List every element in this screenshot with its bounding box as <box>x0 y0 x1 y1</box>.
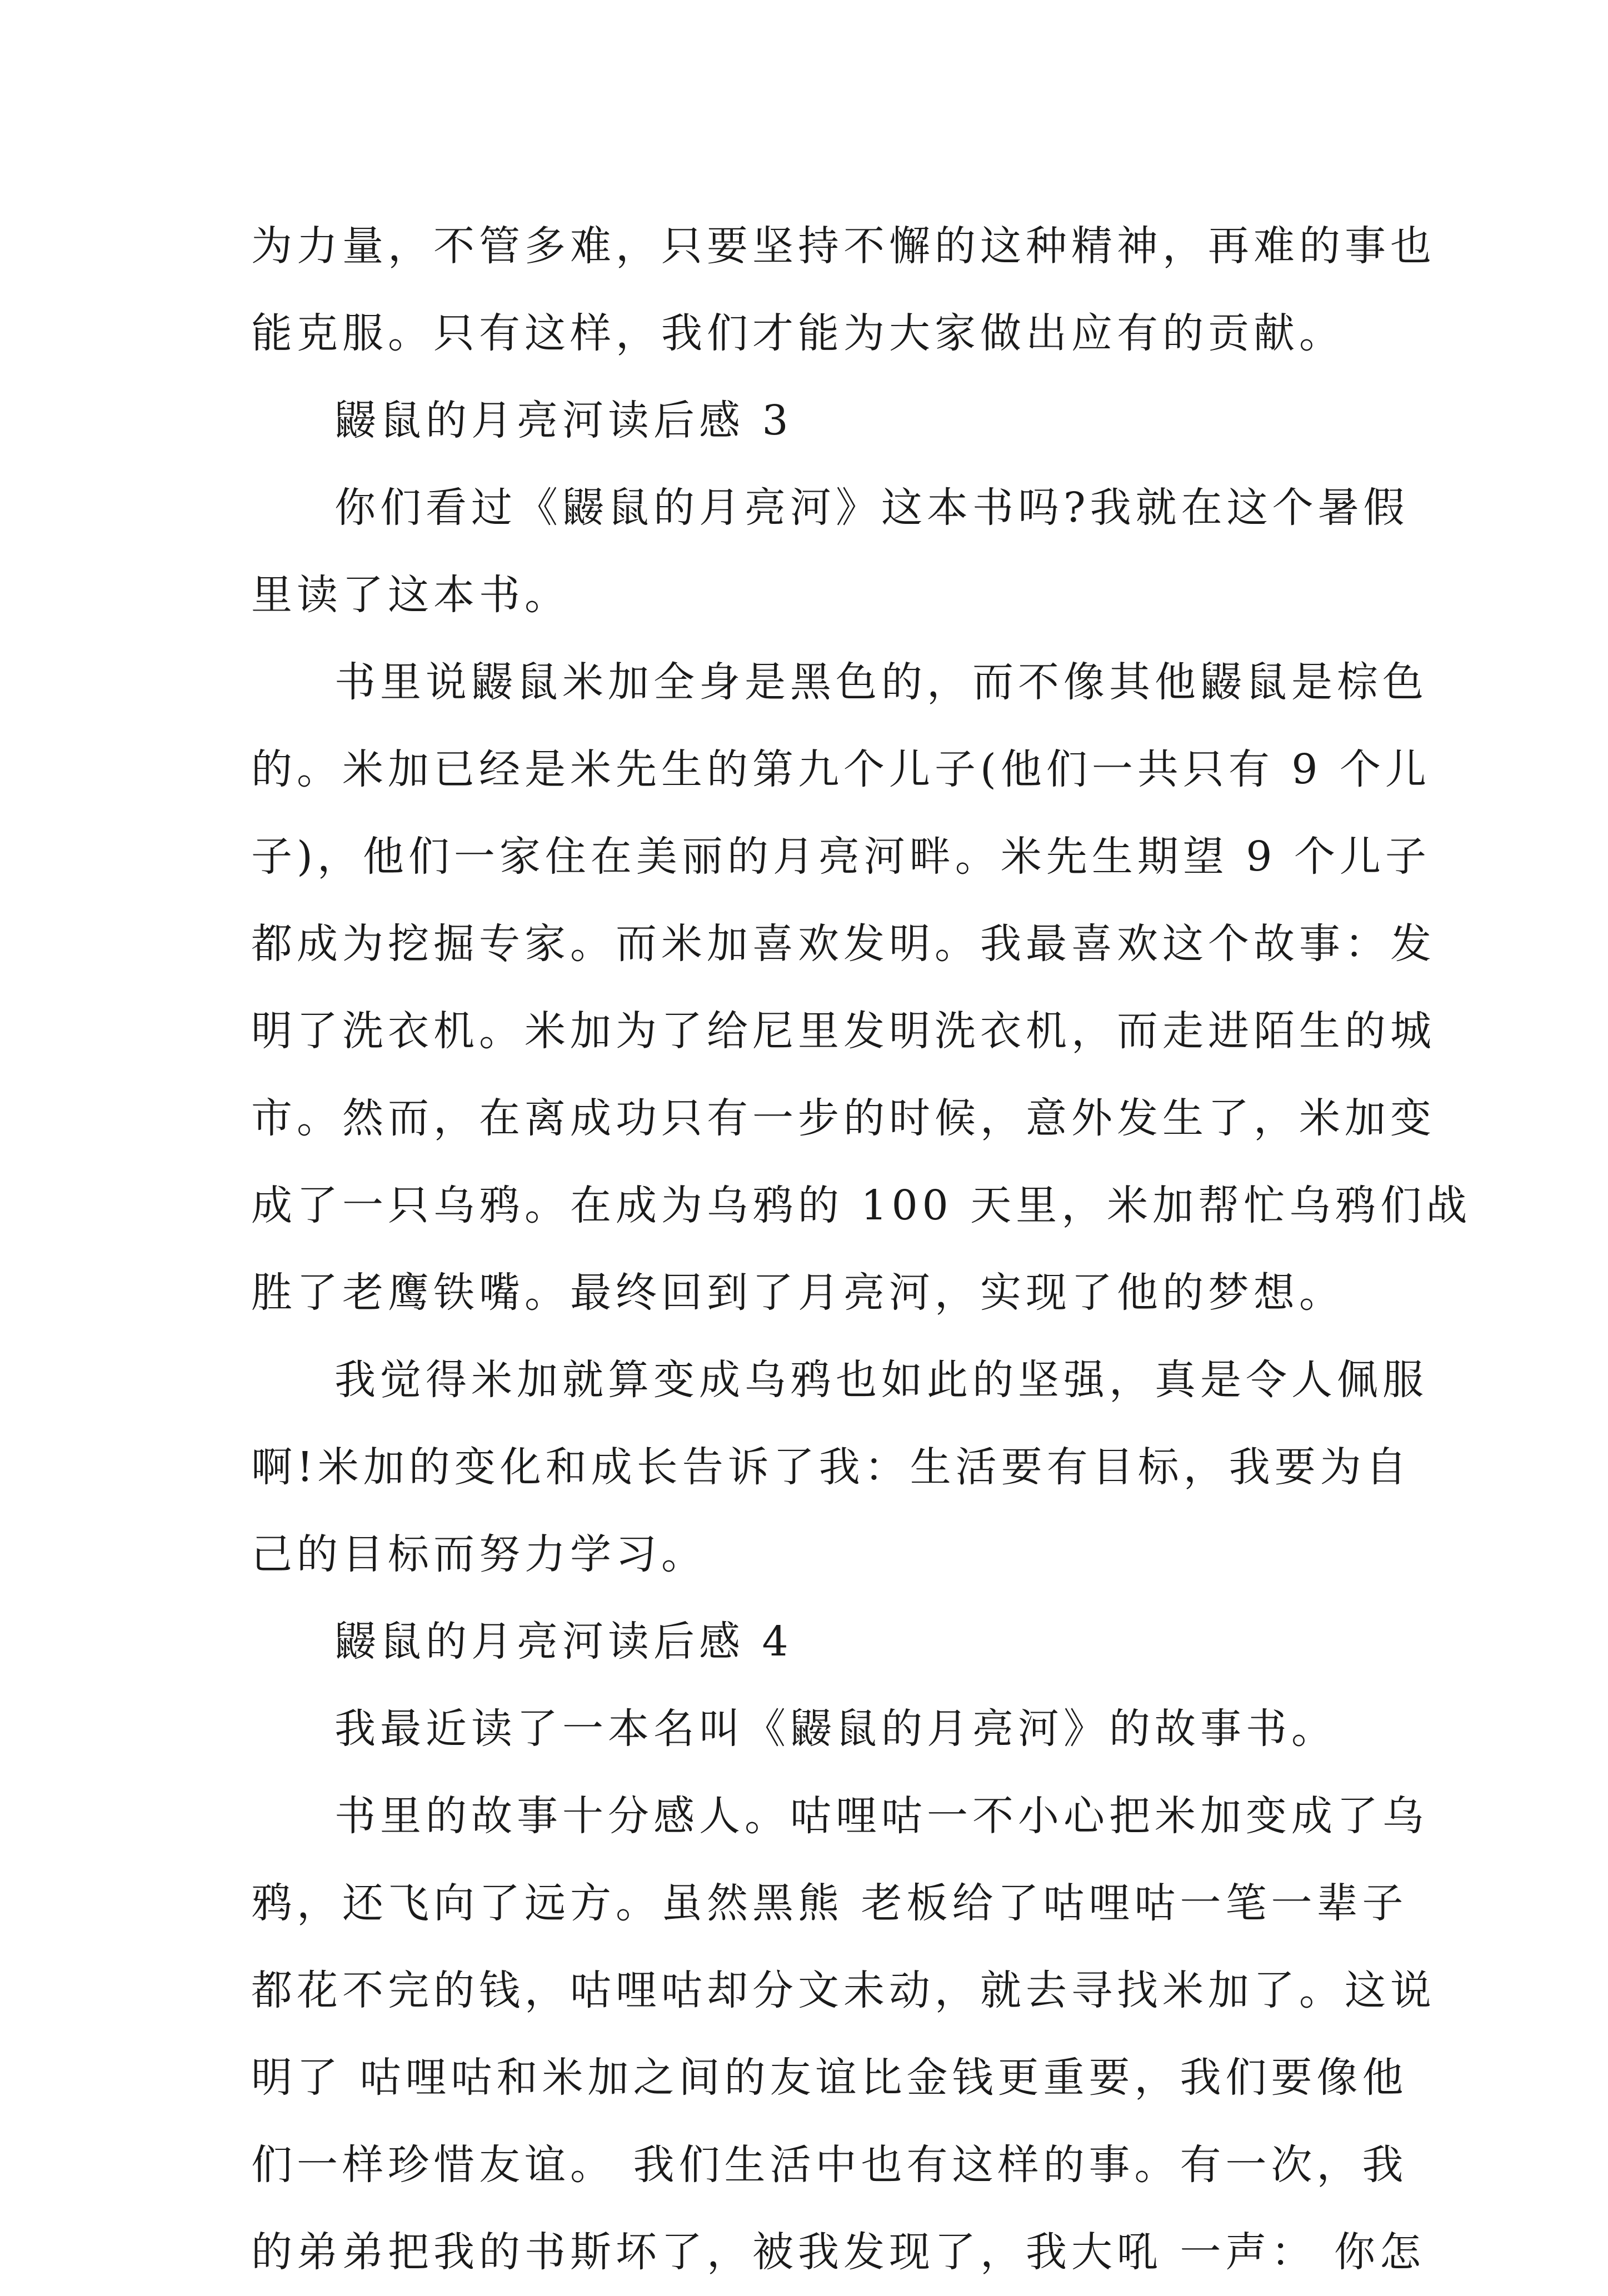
text-line: 书里的故事十分感人。咕哩咕一不小心把米加变成了乌 <box>334 1792 1428 1840</box>
text-line: 我觉得米加就算变成乌鸦也如此的坚强，真是令人佩服 <box>334 1356 1428 1404</box>
text-line: 胜了老鹰铁嘴。最终回到了月亮河，实现了他的梦想。 <box>251 1269 1345 1317</box>
section-heading: 鼹鼠的月亮河读后感 4 <box>334 1618 793 1665</box>
section-heading: 鼹鼠的月亮河读后感 3 <box>334 397 793 444</box>
text-line: 书里说鼹鼠米加全身是黑色的，而不像其他鼹鼠是棕色 <box>334 658 1428 706</box>
text-line: 都成为挖掘专家。而米加喜欢发明。我最喜欢这个故事：发 <box>251 920 1436 968</box>
text-line: 为力量，不管多难，只要坚持不懈的这种精神，再难的事也 <box>251 222 1436 270</box>
text-line: 子)，他们一家住在美丽的月亮河畔。米先生期望 9 个儿子 <box>251 833 1431 881</box>
text-line: 鸦，还飞向了远方。虽然黑熊 老板给了咕哩咕一笔一辈子 <box>251 1879 1408 1927</box>
text-line: 能克服。只有这样，我们才能为大家做出应有的贡献。 <box>251 309 1345 357</box>
text-line: 己的目标而努力学习。 <box>251 1530 707 1578</box>
text-line: 你们看过《鼹鼠的月亮河》这本书吗?我就在这个暑假 <box>334 484 1409 532</box>
text-line: 市。然而，在离成功只有一步的时候，意外发生了，米加变 <box>251 1094 1436 1142</box>
text-line: 的弟弟把我的书斯坏了，被我发现了，我大吼 一声： 你怎 <box>251 2228 1426 2276</box>
text-line: 的。米加已经是米先生的第九个儿子(他们一共只有 9 个儿 <box>251 746 1431 793</box>
text-line: 们一样珍惜友谊。 我们生活中也有这样的事。有一次，我 <box>251 2141 1408 2189</box>
text-line: 我最近读了一本名叫《鼹鼠的月亮河》的故事书。 <box>334 1705 1337 1753</box>
text-line: 成了一只乌鸦。在成为乌鸦的 100 天里，米加帮忙乌鸦们战 <box>251 1182 1472 1229</box>
text-line: 里读了这本书。 <box>251 571 570 619</box>
text-line: 啊!米加的变化和成长告诉了我：生活要有目标，我要为自 <box>251 1443 1411 1491</box>
text-line: 明了洗衣机。米加为了给尼里发明洗衣机，而走进陌生的城 <box>251 1007 1436 1055</box>
text-line: 都花不完的钱，咕哩咕却分文未动，就去寻找米加了。这说 <box>251 1967 1436 2014</box>
document-page <box>251 203 1472 2296</box>
text-line: 明了 咕哩咕和米加之间的友谊比金钱更重要，我们要像他 <box>251 2054 1408 2102</box>
